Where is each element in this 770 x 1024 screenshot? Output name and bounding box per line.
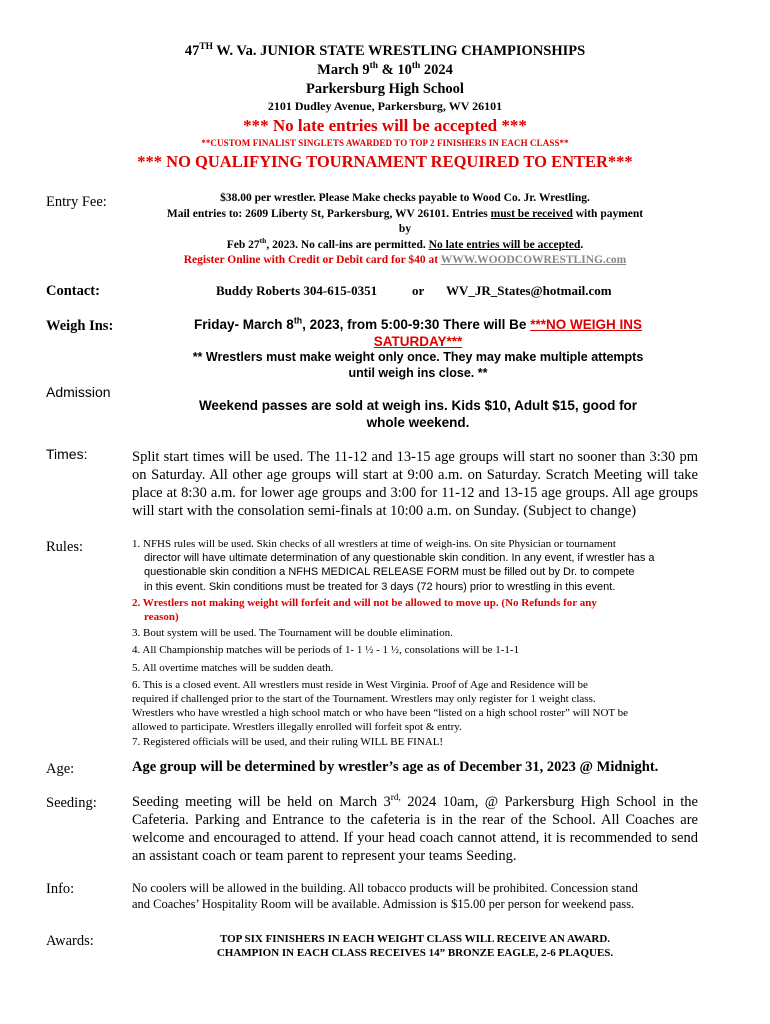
- info-text: No coolers will be allowed in the building. All tobacco products will be prohibited. Concession stand and Coaches’ Hospitality Room will be available. Admission is $15.00 per person for weekend pass.: [132, 881, 638, 911]
- event-address: 2101 Dudley Avenue, Parkersburg, WV 26101: [267, 99, 503, 113]
- contact-label: Contact:: [46, 283, 100, 299]
- awards-text: TOP SIX FINISHERS IN EACH WEIGHT CLASS WILL RECEIVE AN AWARD. CHAMPION IN EACH CLASS RECEIVES 14” BRONZE EAGLE, 2-6 PLAQUES.: [216, 933, 614, 959]
- admission-label: Admission: [46, 384, 111, 400]
- register-online-link[interactable]: WWW.WOODCOWRESTLING.com: [440, 254, 627, 266]
- event-title: 47TH W. Va. JUNIOR STATE WRESTLING CHAMPIONSHIPS: [184, 42, 586, 59]
- admission-text: Weekend passes are sold at weigh ins. Kids $10, Adult $15, good for whole weekend.: [198, 398, 638, 430]
- rule-1: 1. NFHS rules will be used. Skin checks of all wrestlers at time of weigh-ins. On site Physician or tournament director will have ultimate determination of any questionable skin condition. In any event, if wrestler has a questionable skin condition a NFHS MEDICAL RELEASE FORM must be filled out by Dr. to compete in this event. Skin conditions must be treated for 3 days (72 hours) prior to wrestling in this event.: [132, 538, 655, 593]
- times-text: Split start times will be used. The 11-12 and 13-15 age groups will start no sooner than 3:30 pm on Saturday. All other age groups will start at 9:00 a.m. on Saturday. Scratch Meeting will take place at 8:30 a.m. for lower age groups and 3:00 for 11-12 and 13-15 age groups. All age groups will start with the consolation semi-finals at 10:00 a.m. on Sunday. (Subject to change): [132, 449, 698, 519]
- seeding-label: Seeding:: [46, 795, 97, 811]
- entry-fee-block: [130, 191, 680, 269]
- no-qualifying-note: *** NO QUALIFYING TOURNAMENT REQUIRED TO ENTER***: [137, 152, 633, 171]
- rule-7: 7. Registered officials will be used, and their ruling WILL BE FINAL!: [132, 735, 444, 748]
- seeding-text: Seeding meeting will be held on March $3^{rd,}$ 2024 10am, @ Parkersburg High School in the Cafeteria. Parking and Entrance to the cafeteria is in the rear of the School. All Coaches are welcome and encouraged to attend. If your head coach cannot attend, it is recommended to send an assistant coach or team parent to represent your teams Seeding.: [132, 793, 698, 864]
- event-dates: March 9th & 10th 2024: [317, 61, 453, 78]
- event-school: Parkersburg High School: [306, 81, 464, 97]
- custom-singlets-note: **CUSTOM FINALIST SINGLETS AWARDED TO TOP 2 FINISHERS IN EACH CLASS**: [201, 138, 569, 148]
- weigh-ins-label: Weigh Ins:: [46, 318, 114, 334]
- entry-fee-line-5: Register Online with Credit or Debit card for $40 at WWW.WOODCOWRESTLING.com: [183, 254, 627, 266]
- weigh-ins-note: ** Wrestlers must make weight only once. They may make multiple attempts until weigh ins close. **: [192, 350, 644, 380]
- weigh-ins-line-1: Friday- March 8th, 2023, from 5:00-9:30 There will Be ***NO WEIGH INS: [194, 315, 642, 332]
- rule-6: 6. This is a closed event. All wrestlers must reside in West Virginia. Proof of Age and Residence will be required if challenged prior to the start of the Tournament. Wrestlers may only register for 1 weight class. Wrestlers who have wrestled a high school match or who have been “listed on a high school roster” will NOT be allowed to participate. Wrestlers illegally enrolled will forfeit spot & entry.: [132, 678, 629, 734]
- rules-list: [132, 537, 707, 749]
- no-late-entries: *** No late entries will be accepted ***: [243, 116, 527, 135]
- rule-2: 2. Wrestlers not making weight will forfeit and will not be allowed to move up. (No Refunds for any reason): [132, 596, 597, 624]
- entry-fee-line-4: Feb 27th, 2023. No call-ins are permitted. No late entries will be accepted.: [226, 235, 584, 251]
- rule-3: 3. Bout system will be used. The Tournament will be double elimination.: [132, 627, 453, 640]
- age-label: Age:: [46, 761, 75, 777]
- weigh-ins-block: [128, 316, 708, 350]
- weigh-ins-line-2: SATURDAY***: [373, 334, 463, 349]
- age-text: Age group will be determined by wrestler’s age as of December 31, 2023 @ Midnight.: [132, 759, 659, 775]
- contact-email[interactable]: WV_JR_States@hotmail.com: [446, 283, 612, 298]
- rule-5: 5. All overtime matches will be sudden death.: [132, 661, 334, 674]
- entry-fee-line-2: Mail entries to: 2609 Liberty St, Parkersburg, WV 26101. Entries must be received with payment: [166, 207, 644, 220]
- entry-fee-line-3: by: [398, 223, 412, 235]
- entry-fee-label: Entry Fee:: [46, 194, 107, 210]
- rule-4: 4. All Championship matches will be periods of 1- 1 ½ - 1 ½, consolations will be 1-1-1: [132, 644, 520, 657]
- info-label: Info:: [46, 881, 75, 897]
- contact-or: or: [412, 283, 425, 298]
- rules-label: Rules:: [46, 539, 84, 555]
- entry-fee-line-1: $38.00 per wrestler. Please Make checks payable to Wood Co. Jr. Wrestling.: [220, 192, 590, 204]
- times-label: Times:: [46, 446, 88, 462]
- contact-name-phone: Buddy Roberts 304-615-0351: [216, 283, 378, 298]
- awards-label: Awards:: [46, 933, 94, 949]
